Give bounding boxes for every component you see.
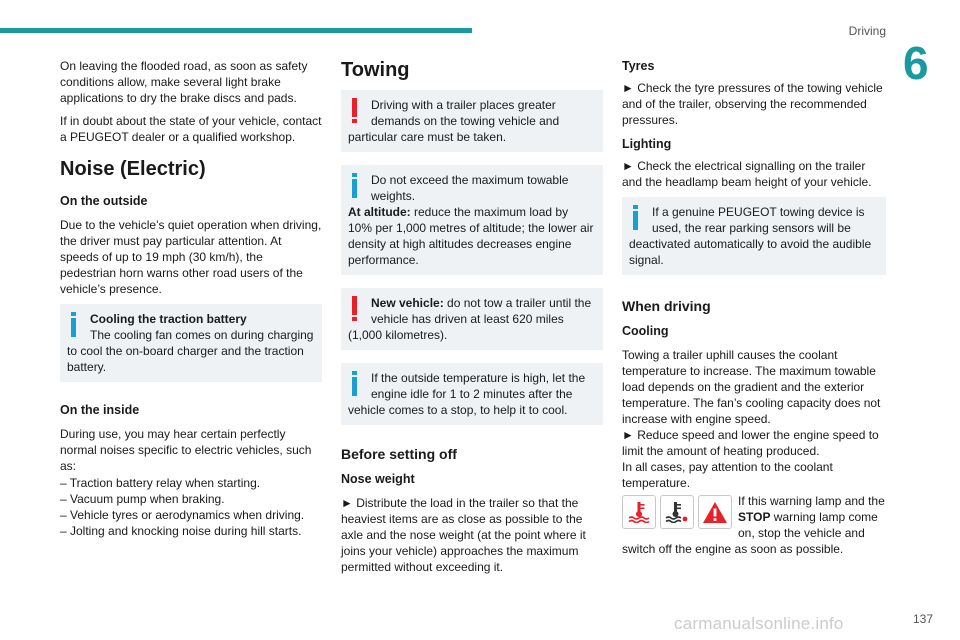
- lamp-text: If this warning lamp and the: [738, 494, 885, 508]
- info-icon: [629, 205, 643, 231]
- warning-icon: [348, 98, 362, 124]
- heading-towing: Towing: [341, 59, 410, 81]
- paragraph: On leaving the flooded road, as soon as safety conditions allow, make several light brake applications to dry the brake discs and pads.: [60, 59, 308, 105]
- note-title: Cooling the traction battery: [90, 312, 247, 326]
- info-note: [341, 363, 603, 425]
- warning-lamps: [622, 495, 732, 529]
- note-text: If a genuine PEUGEOT towing device is used, the rear parking sensors will be deactivated automatically to avoid the audible signal.: [629, 205, 872, 267]
- list-item: – Jolting and knocking noise during hill starts.: [60, 524, 302, 538]
- column-1: [60, 58, 322, 539]
- note-text: If the outside temperature is high, let the engine idle for 1 to 2 minutes after the vehicle comes to a stop, to help it to cool.: [348, 371, 586, 417]
- note-bold: New vehicle:: [371, 296, 444, 310]
- lamp-stop-label: STOP: [738, 510, 771, 524]
- page-number: 137: [913, 612, 934, 626]
- note-text: The cooling fan comes on during charging to cool the on-board charger and the traction battery.: [67, 328, 314, 374]
- paragraph: Due to the vehicle’s quiet operation when driving, the driver must pay particular attention. At speeds of up to 19 mph (30 km/h), the pedestrian horn warns other road users of the vehicle’s presence.: [60, 218, 322, 296]
- coolant-temperature-icon: [622, 495, 656, 529]
- heading-before-setting-off: Before setting off: [341, 446, 457, 462]
- watermark: carmanualsonline.info: [674, 614, 844, 633]
- note-text: Do not exceed the maximum towable weights.: [371, 173, 569, 203]
- heading-tyres: Tyres: [622, 59, 655, 73]
- column-2: [341, 58, 603, 582]
- paragraph: Towing a trailer uphill causes the coolant temperature to increase. The maximum towable load depends on the gradient and the exterior temperature. The fan’s cooling capacity does not increase with engine speed.: [622, 348, 881, 426]
- heading-inside: On the inside: [60, 403, 140, 417]
- column-3: [622, 58, 886, 557]
- chapter-number: 6: [903, 37, 929, 89]
- paragraph: In all cases, pay attention to the coolant temperature.: [622, 460, 833, 490]
- note-text: do not tow a trailer until the vehicle has driven at least 620 miles (1,000 kilometres).: [348, 296, 592, 342]
- list-item: – Vacuum pump when braking.: [60, 492, 225, 506]
- heading-lighting: Lighting: [622, 137, 672, 151]
- section-title: Driving: [848, 24, 886, 38]
- warning-icon: [348, 296, 362, 322]
- header-accent-bar: [0, 28, 472, 33]
- info-icon: [67, 312, 81, 338]
- paragraph: ► Reduce speed and lower the engine speed to limit the amount of heating produced.: [622, 428, 879, 458]
- lamp-text: warning lamp come on, stop the vehicle and switch off the engine as soon as possible.: [622, 510, 878, 556]
- paragraph: ► Check the electrical signalling on the trailer and the headlamp beam height of your vehicle.: [622, 159, 872, 189]
- info-note: [341, 165, 603, 275]
- heading-cooling: Cooling: [622, 324, 669, 338]
- note-bold: At altitude:: [348, 205, 411, 219]
- info-note: [622, 197, 886, 275]
- warning-note: [341, 288, 603, 350]
- info-note: [60, 304, 322, 382]
- paragraph: ► Check the tyre pressures of the towing vehicle and of the trailer, observing the recommended pressures.: [622, 81, 883, 127]
- info-icon: [348, 173, 362, 199]
- paragraph: If in doubt about the state of your vehicle, contact a PEUGEOT dealer or a qualified workshop.: [60, 114, 322, 144]
- paragraph: ► Distribute the load in the trailer so that the heaviest items are as close as possible to the axle and the nose weight (at the point where it joins your vehicle) approaches the maximum permitted without exceeding it.: [341, 496, 586, 574]
- note-text: reduce the maximum load by 10% per 1,000 metres of altitude; the lower air density at high altitudes decreases engine performance.: [348, 205, 594, 267]
- heading-when-driving: When driving: [622, 298, 711, 314]
- warning-note: [341, 90, 603, 152]
- heading-noise: Noise (Electric): [60, 158, 206, 180]
- heading-nose-weight: Nose weight: [341, 472, 415, 486]
- heading-outside: On the outside: [60, 194, 148, 208]
- note-text: Driving with a trailer places greater demands on the towing vehicle and particular care must be taken.: [348, 98, 560, 144]
- paragraph: During use, you may hear certain perfectly normal noises specific to electric vehicles, such as:: [60, 427, 312, 473]
- coolant-level-icon: [660, 495, 694, 529]
- warning-triangle-icon: [698, 495, 732, 529]
- warning-lamp-paragraph: [622, 493, 886, 557]
- list-item: – Traction battery relay when starting.: [60, 476, 261, 490]
- info-icon: [348, 371, 362, 397]
- list-item: – Vehicle tyres or aerodynamics when driving.: [60, 508, 305, 522]
